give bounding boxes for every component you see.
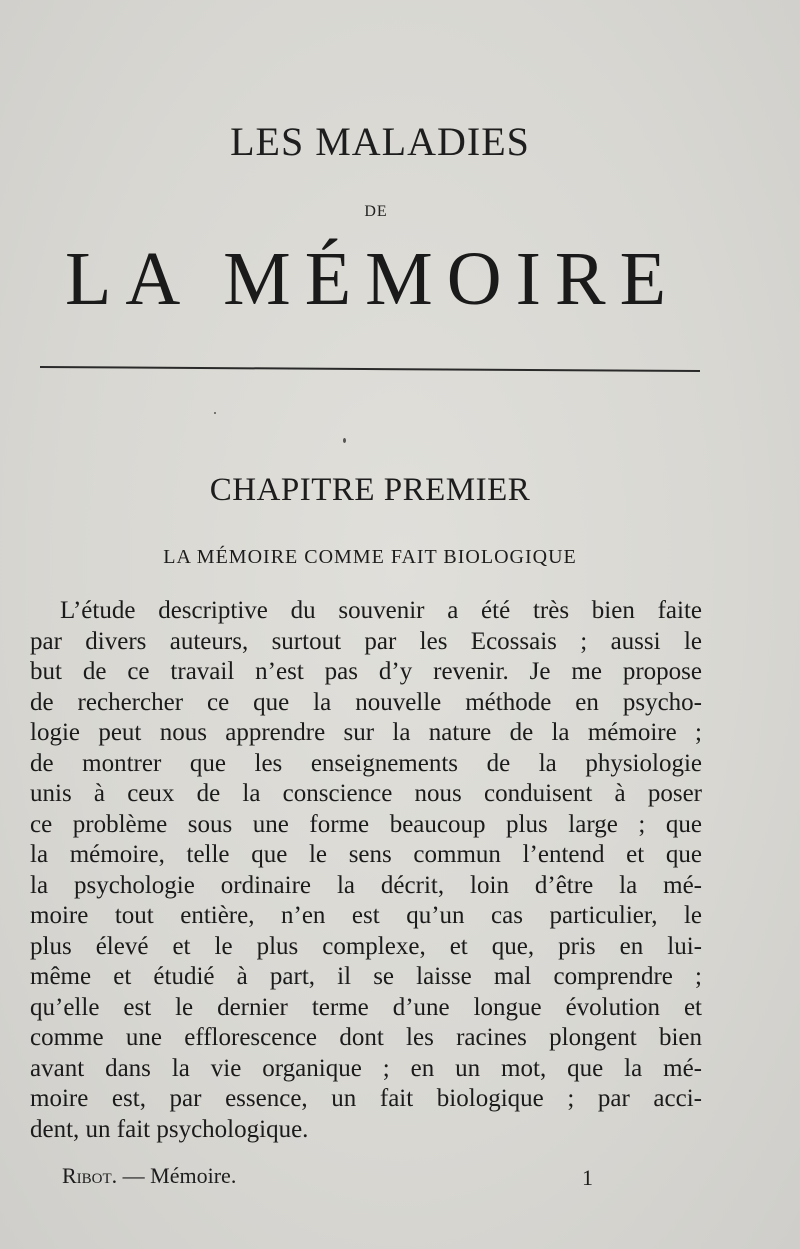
ink-speck xyxy=(214,412,216,414)
text-line: dent, un fait psychologique. xyxy=(30,1115,309,1143)
text-line: de rechercher ce que la nouvelle méthode en psycho- xyxy=(30,688,702,716)
text-line: ce problème sous une forme beaucoup plus large ; que xyxy=(30,810,702,838)
text-line: L’étude descriptive du souvenir a été très bien faite xyxy=(60,597,702,624)
footer-separator: — xyxy=(117,1163,151,1188)
body-paragraph xyxy=(30,596,702,1145)
text-line: la mémoire, telle que le sens commun l’entend et que xyxy=(30,841,702,868)
text-line: qu’elle est le dernier terme d’une longue évolution et xyxy=(30,993,702,1021)
text-line: par divers auteurs, surtout par les Ecossais ; aussi le xyxy=(30,627,702,655)
footer-author: Ribot. xyxy=(62,1163,118,1188)
text-line: la psychologie ordinaire la décrit, loin d’être la mé- xyxy=(30,871,702,899)
running-footer xyxy=(62,1163,236,1189)
title-la-memoire: LA MÉMOIRE xyxy=(65,237,680,321)
text-line: comme une efflorescence dont les racines plongent bien xyxy=(30,1024,702,1051)
text-line: même et étudié à part, il se laisse mal comprendre ; xyxy=(30,963,702,990)
chapter-title: CHAPITRE PREMIER xyxy=(209,472,531,508)
text-line: moire tout entière, n’en est qu’un cas particulier, le xyxy=(30,902,702,929)
footer-short-title: Mémoire. xyxy=(150,1163,237,1188)
text-line: logie peut nous apprendre sur la nature de la mémoire ; xyxy=(30,719,702,746)
text-line: but de ce travail n’est pas d’y revenir. Je me propose xyxy=(30,658,702,685)
horizontal-rule xyxy=(40,366,700,372)
ink-speck xyxy=(343,438,346,443)
text-line: avant dans la vie organique ; en un mot, que la mé- xyxy=(30,1054,702,1082)
text-line: moire est, par essence, un fait biologique ; par acci- xyxy=(30,1085,702,1112)
title-connector-de: DE xyxy=(364,203,388,220)
text-line: plus élevé et le plus complexe, et que, pris en lui- xyxy=(30,932,702,960)
text-line: unis à ceux de la conscience nous conduisent à poser xyxy=(30,780,702,807)
chapter-subtitle: LA MÉMOIRE COMME FAIT BIOLOGIQUE xyxy=(163,546,577,568)
text-line: de montrer que les enseignements de la physiologie xyxy=(30,749,702,777)
title-line-les-maladies: LES MALADIES xyxy=(230,119,530,164)
signature-mark: 1 xyxy=(582,1165,593,1190)
